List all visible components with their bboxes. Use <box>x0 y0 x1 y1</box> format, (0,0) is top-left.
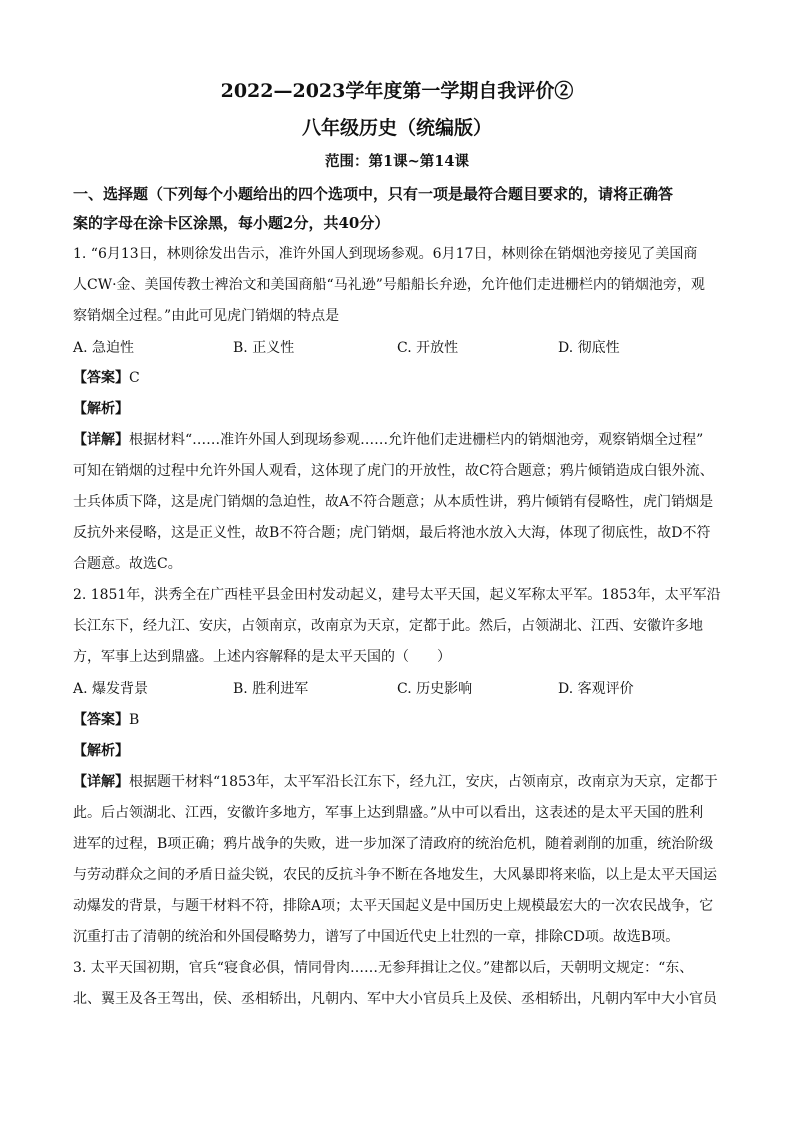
q2-answer-value: B <box>129 712 140 728</box>
q1-option-b: B. 正义性 <box>233 340 295 356</box>
q2-detail-line: 动爆发的背景，与题干材料不符，排除A项；太平天国起义是中国历史上规模最宏大的一次农民战争，它 <box>73 898 714 914</box>
q2-analysis-label <box>73 741 129 761</box>
q2-option-d: D. 客观评价 <box>558 681 634 697</box>
exam-title: 2022—2023学年度第一学期自我评价② <box>220 80 574 102</box>
detail-label: 【详解】 <box>73 432 129 448</box>
q2-detail-line: 沉重打击了清朝的统治和外国侵略势力，谱写了中国近代史上壮烈的一章，排除CD项。故选B项。 <box>73 929 680 945</box>
q1-answer <box>73 368 140 388</box>
q1-detail-line: 士兵体质下降，这是虎门销烟的急迫性，故A不符合题意；从本质性讲，鸦片倾销有侵略性，虎门销烟是 <box>73 494 714 510</box>
q1-option-c: C. 开放性 <box>397 340 459 356</box>
q1-detail-line: 合题意。故选C。 <box>73 556 182 572</box>
q2-option-a: A. 爆发背景 <box>73 681 149 697</box>
q1-stem-line: 1. “6月13日，林则徐发出告示，准许外国人到现场参观。6月17日，林则徐在销烟池旁接见了美国商 <box>73 246 698 262</box>
q1-answer-value: C <box>129 370 140 386</box>
q1-detail-line <box>73 430 703 450</box>
q1-stem-line: 人CW·金、美国传教士裨治文和美国商船“马礼逊”号船船长弁逊，允许他们走进栅栏内的销烟池旁，观 <box>73 277 705 293</box>
exam-subject: 八年级历史（统编版） <box>301 117 492 139</box>
q1-stem-line: 察销烟全过程。”由此可见虎门销烟的特点是 <box>73 308 340 324</box>
section-heading-line-1: 一、选择题（下列每个小题给出的四个选项中，只有一项是最符合题目要求的，请将正确答 <box>73 185 674 203</box>
exam-range: 范围：第1课~第14课 <box>325 153 469 170</box>
analysis-label: 【解析】 <box>73 743 129 759</box>
detail-label: 【详解】 <box>73 774 129 790</box>
q2-stem-line: 长江东下，经九江、安庆，占领南京，改南京为天京，定都于此。然后，占领湖北、江西、安徽许多地 <box>73 618 703 634</box>
q2-detail-line: 与劳动群众之间的矛盾日益尖锐，农民的反抗斗争不断在各地发生，大风暴即将来临，以上是太平天国运 <box>73 867 717 883</box>
q1-detail-line: 反抗外来侵略，这是正义性，故B不符合题；虎门销烟，最后将池水放入大海，体现了彻底性，故D不符 <box>73 525 711 541</box>
q2-detail-line <box>73 772 718 792</box>
q1-detail-line: 可知在销烟的过程中允许外国人观看，这体现了虎门的开放性，故C符合题意；鸦片倾销造成白银外流、 <box>73 463 714 479</box>
answer-label: 【答案】 <box>73 370 129 386</box>
q1-analysis-label <box>73 399 129 419</box>
q2-detail-line: 此。后占领湖北、江西，安徽许多地方，军事上达到鼎盛。”从中可以看出，这表述的是太平天国的胜利 <box>73 805 704 821</box>
answer-label: 【答案】 <box>73 712 129 728</box>
q2-detail-line: 进军的过程，B项正确；鸦片战争的失败，进一步加深了清政府的统治危机，随着剥削的加重，统治阶级 <box>73 836 714 852</box>
analysis-label: 【解析】 <box>73 401 129 417</box>
q2-stem-line: 2. 1851年，洪秀全在广西桂平县金田村发动起义，建号太平天国，起义军称太平军。1853年，太平军沿 <box>73 587 721 603</box>
q1-option-a: A. 急迫性 <box>73 340 135 356</box>
q2-option-c: C. 历史影响 <box>397 681 473 697</box>
q3-stem-line: 3. 太平天国初期，官兵“寝食必俱，情同骨肉……无参拜揖让之仪。”建都以后，天朝明文规定：“东、 <box>73 960 694 976</box>
q1-detail-first: 根据材料“……准许外国人到现场参观……允许他们走进栅栏内的销烟池旁，观察销烟全过程” <box>129 432 704 448</box>
q1-option-d: D. 彻底性 <box>558 340 620 356</box>
q2-stem-line: 方，军事上达到鼎盛。上述内容解释的是太平天国的（ ） <box>73 649 451 665</box>
q2-option-b: B. 胜利进军 <box>233 681 309 697</box>
section-heading-line-2: 案的字母在涂卡区涂黑，每小题2分，共40分） <box>73 214 390 232</box>
q2-detail-first: 根据题干材料“1853年，太平军沿长江东下，经九江，安庆，占领南京，改南京为天京，定都于 <box>129 774 718 790</box>
q2-answer <box>73 710 139 730</box>
q3-stem-line: 北、翼王及各王驾出，侯、丞相轿出，凡朝内、军中大小官员兵上及侯、丞相轿出，凡朝内军中大小官员 <box>73 991 717 1007</box>
